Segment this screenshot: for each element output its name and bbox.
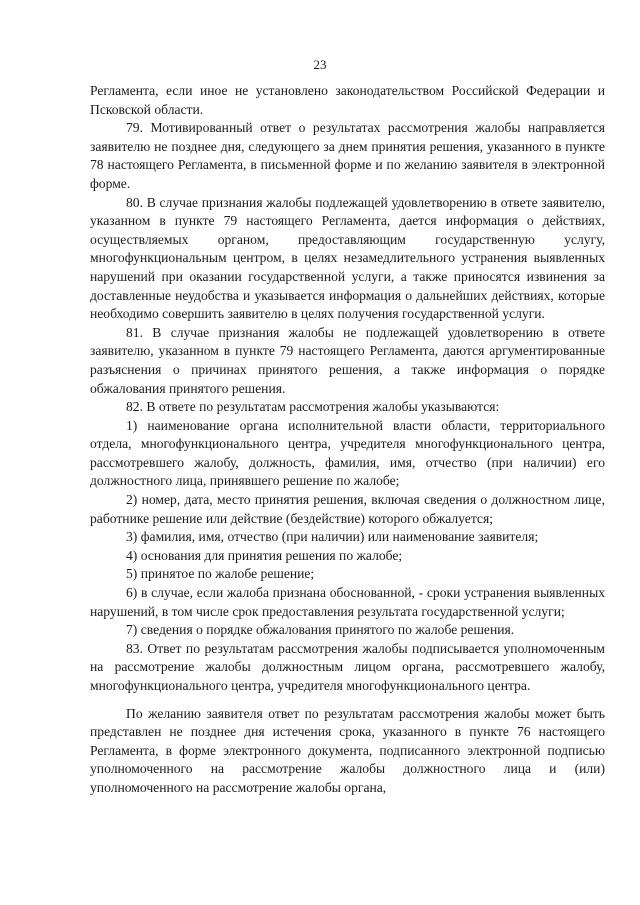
paragraph-83: 83. Ответ по результатам рассмотрения жалобы подписывается уполномоченным на рассмотрение жалобы должностным лицом органа, рассмотревшего жалобу, многофункционального центра, учредителя многофункционального центра. [90,640,605,693]
list-item-6: 6) в случае, если жалоба признана обоснованной, - сроки устранения выявленных нарушений, в том числе срок предоставления результата государственной услуги; [90,585,605,619]
paragraph-electronic-response: По желанию заявителя ответ по результатам рассмотрения жалобы может быть представлен не позднее дня истечения срока, указанного в пункте 76 настоящего Регламента, в форме электронного документа, подписанного электронной подписью уполномоченного на рассмотрение жалобы должностного лица и (или) уполномоченного на рассмотрение жалобы органа, [90,705,605,795]
paragraph-continuation: Регламента, если иное не установлено законодательством Российской Федерации и Псковской области. [90,83,605,117]
list-item-1: 1) наименование органа исполнительной власти области, территориального отдела, многофункционального центра, учредителя многофункционального центра, рассмотревшего жалобу, должность, фамилия, имя, отчество (при наличии) его должностного лица, принявшего решение по жалобе; [90,417,605,489]
paragraph-81: 81. В случае признания жалобы не подлежащей удовлетворению в ответе заявителю, указанном в пункте 79 настоящего Регламента, даются аргументированные разъяснения о причинах принятого решения, а также информация о порядке обжалования принятого решения. [90,324,605,396]
list-item-7: 7) сведения о порядке обжалования принятого по жалобе решения. [126,622,515,638]
list-item-5: 5) принятое по жалобе решение; [126,566,315,582]
paragraph-82: 82. В ответе по результатам рассмотрения жалобы указываются: [126,399,500,415]
document-body [90,82,605,798]
list-item-3: 3) фамилия, имя, отчество (при наличии) или наименование заявителя; [126,529,539,545]
paragraph-79: 79. Мотивированный ответ о результатах рассмотрения жалобы направляется заявителю не позднее дня, следующего за днем принятия решения, указанного в пункте 78 настоящего Регламента, в письменной форме и по желанию заявителя в электронной форме. [90,120,605,191]
list-item-2: 2) номер, дата, место принятия решения, включая сведения о должностном лице, работнике решение или действие (бездействие) которого обжалуется; [90,492,605,526]
list-item-4: 4) основания для принятия решения по жалобе; [126,547,403,563]
page-number: 23 [313,57,327,72]
paragraph-80: 80. В случае признания жалобы подлежащей удовлетворению в ответе заявителю, указанном в пункте 79 настоящего Регламента, дается информация о действиях, осуществляемых органом, предоставляющим государственную услугу, многофункциональным центром, в целях незамедлительного устранения выявленных нарушений при оказании государственной услуги, а также приносятся извинения за доставленные неудобства и указывается информация о дальнейших действиях, которые необходимо совершить заявителю в целях получения государственной услуги. [90,194,605,322]
